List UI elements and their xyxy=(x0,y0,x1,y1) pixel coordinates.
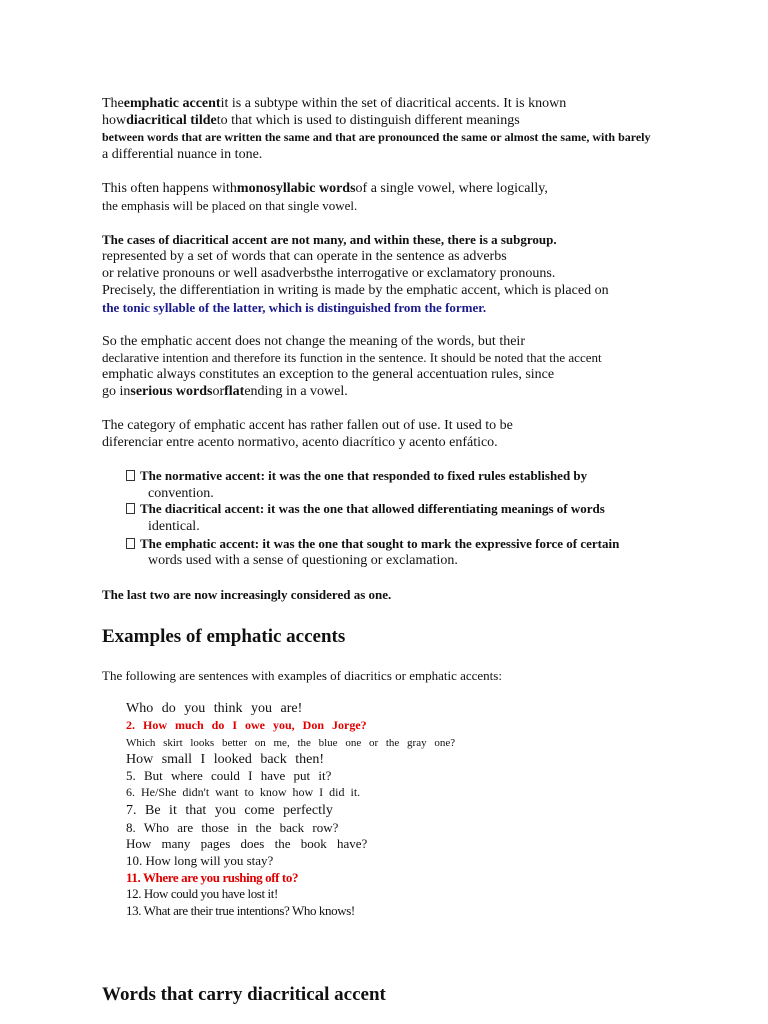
para1-line2 xyxy=(102,113,520,129)
example-item: Who do you think you are! xyxy=(126,701,303,716)
example-item: 13. What are their true intentions? Who knows! xyxy=(126,903,355,918)
bullet-item xyxy=(126,536,619,552)
para1-line3: between words that are written the same and that are pronounced the same or almost the same, with barely xyxy=(102,130,651,144)
bullet-text: The normative accent: it was the one that responded to fixed rules established by xyxy=(140,468,588,483)
bold-term: emphatic accent xyxy=(123,96,221,111)
para6: The last two are now increasingly considered as one. xyxy=(102,587,392,602)
bullet-item xyxy=(126,501,605,517)
example-item: 7. Be it that you come perfectly xyxy=(126,803,333,818)
para2-line1 xyxy=(102,181,548,197)
bullet-text: The diacritical accent: it was the one that allowed differentiating meanings of words xyxy=(140,501,605,516)
text: go in xyxy=(102,384,131,399)
text: or relative pronouns or well as xyxy=(102,266,273,281)
example-item: 10. How long will you stay? xyxy=(126,853,274,868)
checkbox-bullet-icon xyxy=(126,538,135,549)
text: This often happens with xyxy=(102,181,237,196)
para3-line3 xyxy=(102,266,555,282)
example-item: 8. Who are those in the back row? xyxy=(126,820,339,835)
text: it is a subtype within the set of diacritical accents. It is known xyxy=(220,96,567,111)
bullet-continuation: words used with a sense of questioning or exclamation. xyxy=(148,553,458,568)
text: or xyxy=(212,384,225,399)
example-item: Which skirt looks better on me, the blue one or the gray one? xyxy=(126,737,456,749)
bold-term: flat xyxy=(224,384,245,399)
text: ending in a vowel. xyxy=(244,384,348,399)
bullet-continuation: convention. xyxy=(148,486,214,501)
text: the interrogative or exclamatory pronouns. xyxy=(316,266,556,281)
bullet-text: The emphatic accent: it was the one that sought to mark the expressive force of certain xyxy=(140,536,620,551)
section-heading-diacritical-words: Words that carry diacritical accent xyxy=(102,984,386,1005)
para2-line2: the emphasis will be placed on that single vowel. xyxy=(102,198,358,213)
text: to that which is used to distinguish different meanings xyxy=(216,113,520,128)
para3-line1: The cases of diacritical accent are not many, and within these, there is a subgroup. xyxy=(102,232,557,247)
para5-line1: The category of emphatic accent has rather fallen out of use. It used to be xyxy=(102,418,513,433)
checkbox-bullet-icon xyxy=(126,503,135,514)
example-item: 6. He/She didn't want to know how I did it. xyxy=(126,785,361,799)
example-item: How small I looked back then! xyxy=(126,752,325,767)
section-heading-examples: Examples of emphatic accents xyxy=(102,626,346,647)
example-item: 11. Where are you rushing off to? xyxy=(126,870,299,885)
example-item: How many pages does the book have? xyxy=(126,836,368,851)
para4-line4 xyxy=(102,384,348,400)
para4-line2: declarative intention and therefore its function in the sentence. It should be noted that the accent xyxy=(102,350,602,365)
bold-term: monosyllabic words xyxy=(236,181,356,196)
para5-line2: diferenciar entre acento normativo, acento diacrítico y acento enfático. xyxy=(102,435,498,450)
para4-line1: So the emphatic accent does not change the meaning of the words, but their xyxy=(102,334,525,349)
text: The xyxy=(102,96,124,111)
bullet-continuation: identical. xyxy=(148,519,200,534)
para3-line5: the tonic syllable of the latter, which is distinguished from the former. xyxy=(102,300,487,315)
bold-term: serious words xyxy=(130,384,213,399)
para1-line4: a differential nuance in tone. xyxy=(102,147,263,162)
text: how xyxy=(102,113,127,128)
bullet-item xyxy=(126,468,587,484)
text: of a single vowel, where logically, xyxy=(355,181,548,196)
examples-intro: The following are sentences with examples of diacritics or emphatic accents: xyxy=(102,668,502,683)
para3-line2: represented by a set of words that can operate in the sentence as adverbs xyxy=(102,249,507,264)
para3-line4: Precisely, the differentiation in writing is made by the emphatic accent, which is placed on xyxy=(102,283,609,298)
checkbox-bullet-icon xyxy=(126,470,135,481)
example-item: 12. How could you have lost it! xyxy=(126,886,278,901)
para1-line1 xyxy=(102,96,566,112)
example-item: 2. How much do I owe you, Don Jorge? xyxy=(126,718,367,732)
bold-term: diacritical tilde xyxy=(126,113,217,128)
text: adverbs xyxy=(272,266,317,281)
example-item: 5. But where could I have put it? xyxy=(126,768,332,783)
para4-line3: emphatic always constitutes an exception to the general accentuation rules, since xyxy=(102,367,555,382)
